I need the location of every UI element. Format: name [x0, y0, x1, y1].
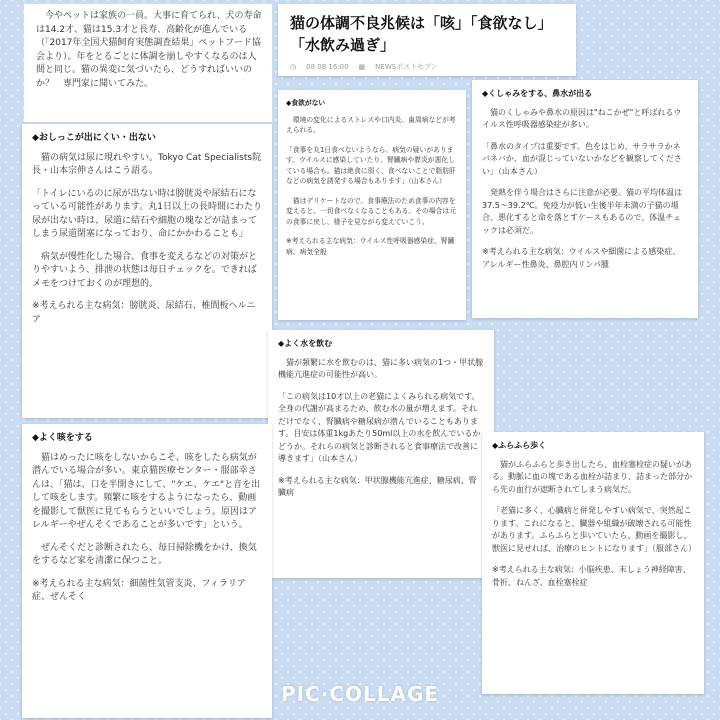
source-icon: ▦	[358, 63, 366, 71]
article-source: NEWSポストセブン	[375, 63, 438, 71]
article-date: 08.08 16:00	[306, 63, 349, 71]
article-title-card	[278, 4, 576, 76]
section-diseases: ※考えられる主な病気：膀胱炎、尿結石、椎間板ヘルニア	[32, 301, 256, 325]
section-heading: ◆よく咳をする	[32, 433, 93, 443]
section-heading: ◆くしゃみをする、鼻水が出る	[482, 89, 593, 98]
section-card-urination	[22, 124, 272, 418]
intro-card	[24, 4, 272, 122]
section-card-appetite	[278, 90, 466, 320]
section-paragraph: 猫はめったに咳をしないからこそ、咳をしたら病気が潜んでいる場合が多い。東京猫医療センター・服部幸さんは、「猫は、口を半開きにして、"ケエ、ケエ"と音を出して咳をします。頻繁に咳をするようになったら、動画を撮影して獣医に見てもらうといいでしょう。原因はアレルギーやぜんそくであることが多いです」という。	[32, 452, 261, 530]
section-heading: ◆おしっこが出にくい・出ない	[32, 133, 156, 143]
section-paragraph: 猫はデリケートなので、食事療法のため食事の内容を変えると、一切食べなくなることもある。その場合は元の食事に戻し、様子を見ながら変えていこう。	[286, 196, 456, 226]
section-paragraph: ぜんそくだと診断されたら、毎日掃除機をかけ、換気をするなど家を清潔に保つこと。	[32, 542, 257, 566]
section-paragraph: 猫の病気は尿に現れやすい。Tokyo Cat Specialists院長・山本宗伸さんはこう語る。	[32, 152, 262, 176]
section-card-cough	[22, 424, 272, 718]
article-headline: 猫の体調不良兆候は「咳」「食欲なし」「水飲み過ぎ」	[290, 14, 553, 54]
section-paragraph: 猫が頻繁に水を飲むのは、猫に多い病気の1つ・甲状腺機能亢進症の可能性が高い。	[278, 357, 484, 379]
section-diseases: ※考えられる主な病気：細菌性気管支炎、フィラリア症、ぜんそく	[32, 578, 246, 602]
section-quote: 「トイレにいるのに尿が出ない時は膀胱炎や尿結石になっている可能性があります。丸1日以上の長時間にわたり尿が出ない時は、尿道に結石や細胞の塊などが詰まってしまう尿道閉塞になっており、命にかかわることも」	[32, 188, 263, 239]
section-paragraph: 環境の変化によるストレスや口内炎、歯周病などが考えられる。	[286, 115, 456, 134]
section-diseases: ※考えられる主な病気：小脳疾患、末しょう神経障害、骨折、ねんざ、血栓塞栓症	[492, 565, 691, 587]
section-heading: ◆食欲がない	[286, 99, 326, 107]
section-heading: ◆ふらふら歩く	[492, 441, 547, 450]
section-diseases: ※考えられる主な病気：ウイルスや細菌による感染症、アレルギー性鼻炎、鼻腔内リンパ腫	[482, 247, 681, 269]
section-paragraph: 猫がふらふらと歩き出したら、血栓塞栓症の疑いがある。動脈に血の塊である血栓が詰まり、詰まった部分から先の血行が遮断されてしまう病気だ。	[492, 459, 692, 494]
section-quote: 「食事を丸1日食べないようなら、病気の疑いがあります。ウイルスに感染していたり、腎臓病や膵炎が悪化している場合も。猫は絶食に弱く、食べないことで脂肪肝などの病気を誘発する場合もあります」（山本さん）	[286, 145, 456, 185]
clock-icon: ◷	[290, 63, 297, 71]
section-paragraph: 発熱を伴う場合はさらに注意が必要。猫の平均体温は37.5〜39.2℃。免疫力が低い生後半年未満の子猫の場合、悪化すると命を落とすケースもあるので、体温チェックは必須だ。	[482, 188, 682, 235]
section-heading: ◆よく水を飲む	[278, 339, 333, 348]
section-quote: 「老猫に多く、心臓病と併発しやすい病気で、突然起こります。これになると、臓器や組織が破壊される可能性があります。ふらふらと歩いていたら、動画を撮影し、獣医に見せれば、治療のヒントになります」（服部さん）	[492, 506, 696, 553]
section-quote: 「この病気は10才以上の老猫によくみられる病気です。全身の代謝が高まるため、飲む水の量が増えます。それだけでなく、腎臓病や糖尿病が潜んでいることもあります。目安は体重1kgあたり50ml以上の水を飲んでいるかどうか。それらの病気と診断されると食事療法で改善に導きます」（山本さん）	[278, 391, 481, 463]
intro-text: 今やペットは家族の一員。大事に育てられ、犬の寿命は14.2才、猫は15.3才と長寿、高齢化が進んでいる（「2017年全国犬猫飼育実態調査結果」ペットフード協会より）。年をとるごとに体調を崩しやすくなるのは人間と同じ。猫の異変に気づいたら、どうすればいいのか？ 専門家に聞いてみた。	[36, 11, 262, 89]
section-paragraph: 病気が慢性化した場合、食事を変えるなどの対策がとりやすいよう、排泄の状態は毎日チェックを。できればメモをつけておくのが理想的。	[32, 251, 258, 289]
pic-collage-watermark: PIC·COLLAGE	[280, 682, 440, 706]
section-card-water	[268, 330, 494, 578]
section-quote: 「鼻水のタイプは重要です。色をはじめ、サラサラかネバネバか、血が混じっていないかなどを観察してください」（山本さん）	[482, 141, 682, 176]
section-paragraph: 猫のくしゃみや鼻水の原因は"ねこかぜ"と呼ばれるウイルス性呼吸器感染症が多い。	[482, 107, 682, 129]
section-card-wobble	[482, 432, 704, 694]
article-meta	[290, 62, 564, 72]
section-diseases: ※考えられる主な病気：甲状腺機能亢進症、糖尿病、腎臓病	[278, 475, 477, 497]
section-card-sneeze	[472, 80, 698, 318]
section-diseases: ※考えられる主な病気：ウイルス性呼吸器感染症、腎臓病、病気全般	[286, 237, 455, 256]
